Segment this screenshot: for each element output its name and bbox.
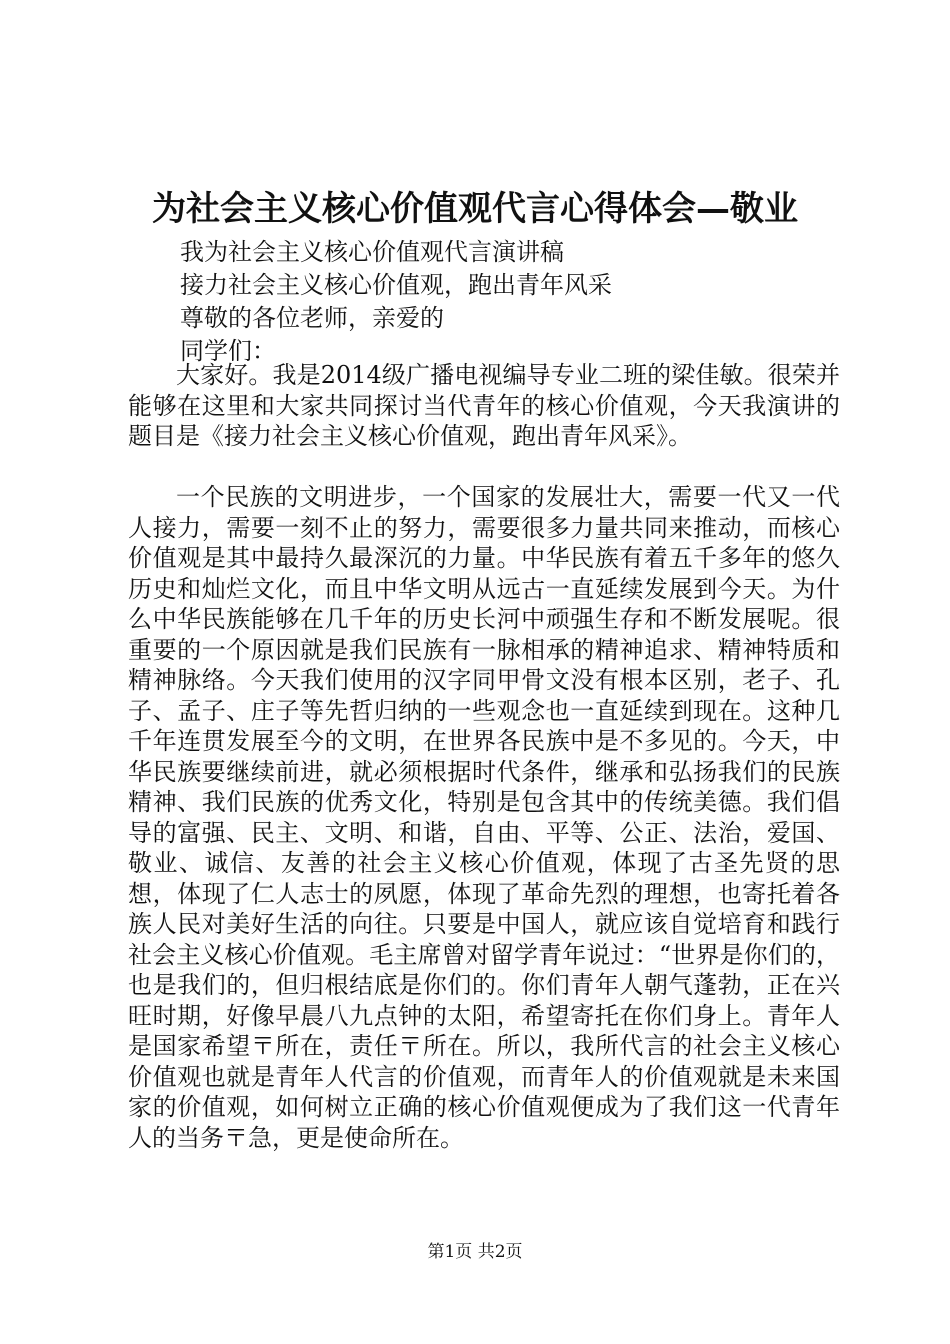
intro-block <box>180 236 880 368</box>
page-footer: 第1页 共2页 <box>427 1242 523 1262</box>
paragraph-main: 一个民族的文明进步，一个国家的发展壮大，需要一代又一代人接力，需要一刻不止的努力，需要很多力量共同来推动，而核心价值观是其中最持久最深沉的力量。中华民族有着五千多年的悠久历史和灿烂文化，而且中华文明从远古一直延续发展到今天。为什么中华民族能够在几千年的历史长河中顽强生存和不断发展呢。很重要的一个原因就是我们民族有一脉相承的精神追求、精神特质和精神脉络。今天我们使用的汉字同甲骨文没有根本区别，老子、孔子、孟子、庄子等先哲归纳的一些观念也一直延续到现在。这种几千年连贯发展至今的文明，在世界各民族中是不多见的。今天，中华民族要继续前进，就必须根据时代条件，继承和弘扬我们的民族精神、我们民族的优秀文化，特别是包含其中的传统美德。我们倡导的富强、民主、文明、和谐，自由、平等、公正、法治，爱国、敬业、诚信、友善的社会主义核心价值观，体现了古圣先贤的思想，体现了仁人志士的夙愿，体现了革命先烈的理想，也寄托着各族人民对美好生活的向往。只要是中国人，就应该自觉培育和践行社会主义核心价值观。毛主席曾对留学青年说过：“世界是你们的，也是我们的，但归根结底是你们的。你们青年人朝气蓬勃，正在兴旺时期，好像早晨八九点钟的太阳，希望寄托在你们身上。青年人是国家希望〒所在，责任〒所在。所以，我所代言的社会主义核心价值观也就是青年人代言的价值观，而青年人的价值观就是未来国家的价值观，如何树立正确的核心价值观便成为了我们这一代青年人的当务〒急，更是使命所在。 <box>128 483 840 1152</box>
intro-line: 接力社会主义核心价值观，跑出青年风采 <box>180 271 612 299</box>
paragraph-greeting: 大家好。我是2014级广播电视编导专业二班的梁佳敏。很荣并能够在这里和大家共同探讨当代青年的核心价值观，今天我演讲的题目是《接力社会主义核心价值观，跑出青年风采》。 <box>128 361 840 450</box>
intro-line: 尊敬的各位老师，亲爱的 <box>180 304 444 332</box>
intro-line: 我为社会主义核心价值观代言演讲稿 <box>180 238 564 266</box>
document-title: 为社会主义核心价值观代言心得体会—敬业 <box>152 189 798 229</box>
intro-line: 同学们： <box>180 337 276 365</box>
